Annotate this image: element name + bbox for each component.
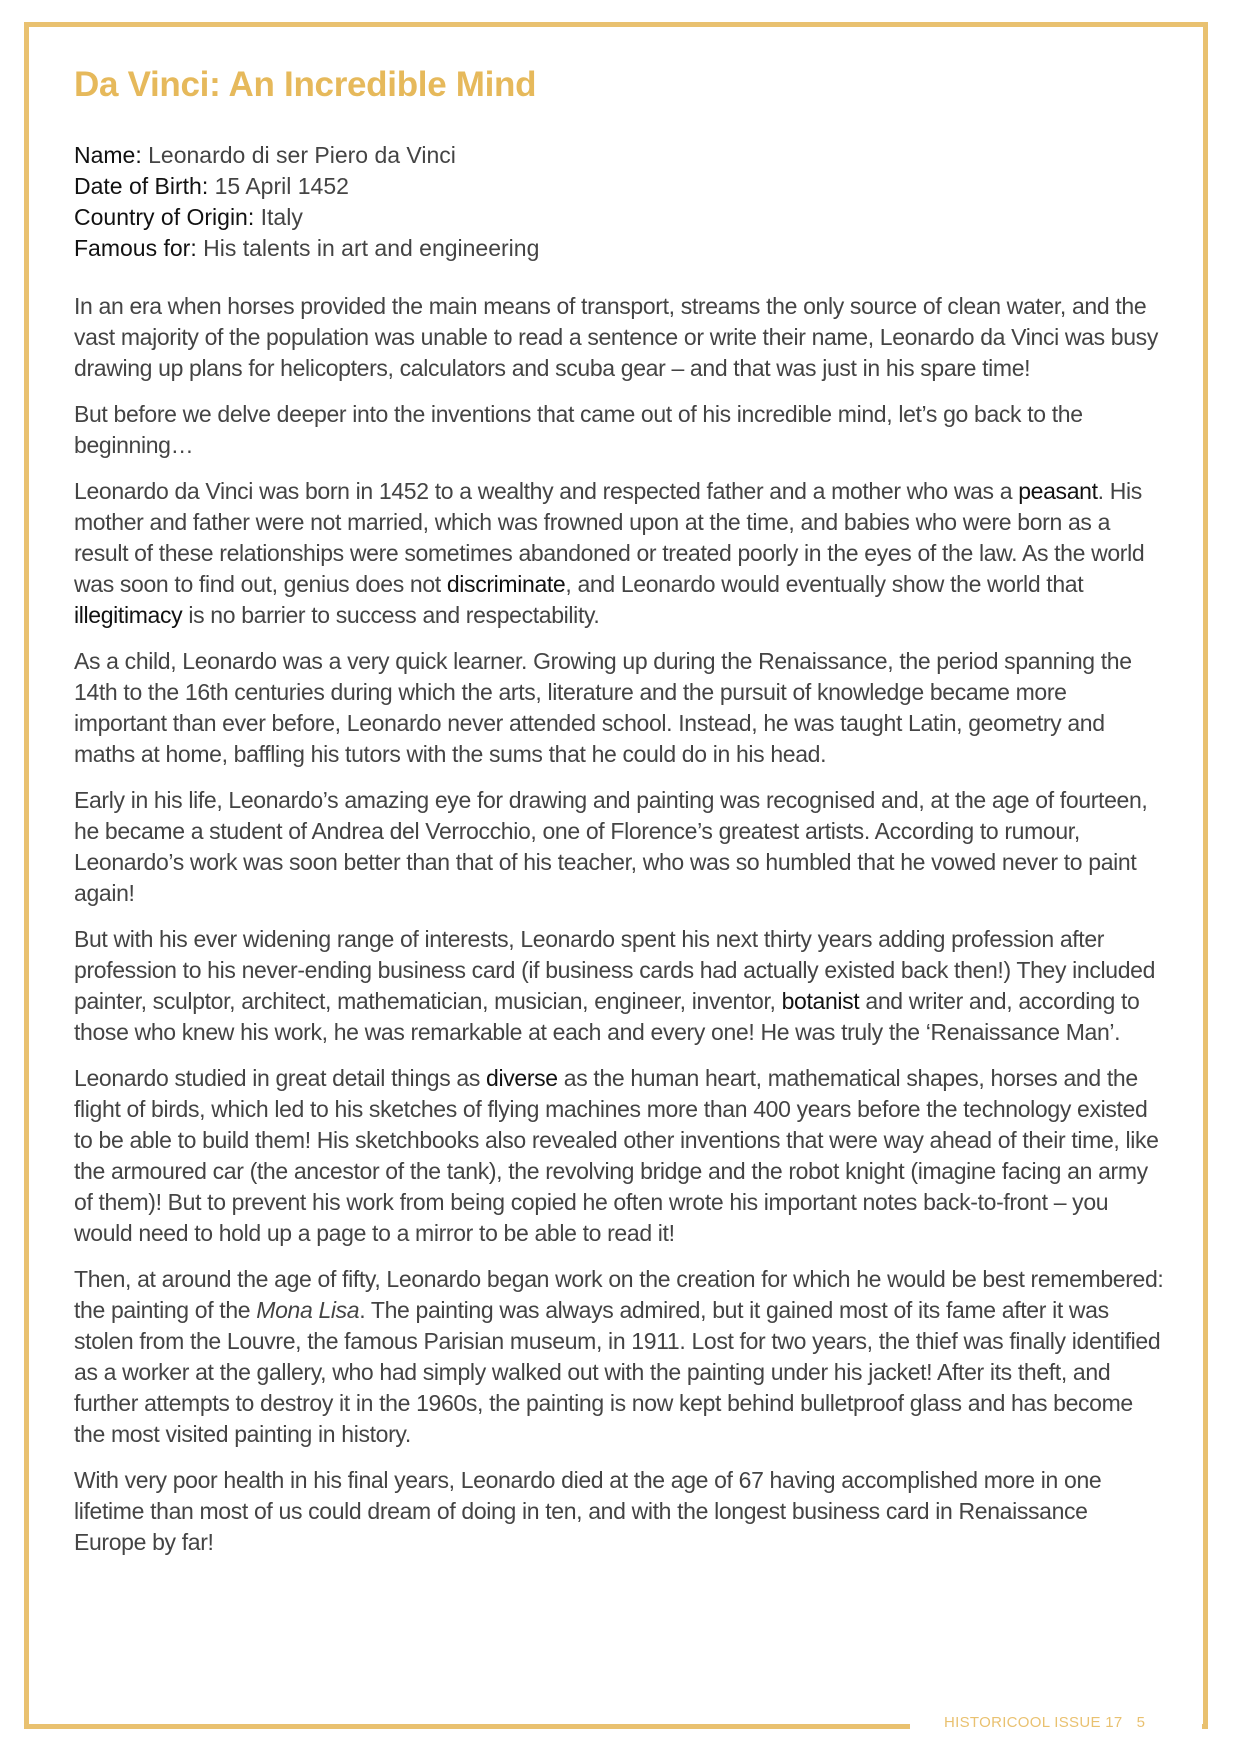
paragraph-early-life: Early in his life, Leonardo’s amazing eye for drawing and painting was recognised and, at the age of fourteen, he became a student of Andrea del Verrocchio, one of Florence’s greatest artists. According to rumour, Leonardo’s work was soon better than that of his teacher, who was so humbled that he vowed never to paint again! — [74, 787, 1148, 906]
paragraph-intro: In an era when horses provided the main means of transport, streams the only source of clean water, and the vast majority of the population was unable to read a sentence or write their name, Leonardo da Vinci was busy drawing up plans for helicopters, calculators and scuba gear – and that was just in his spare time! — [74, 293, 1158, 381]
issue-label: HISTORICOOL ISSUE 17 — [944, 1714, 1123, 1731]
fact-value: Italy — [260, 204, 303, 230]
text-run: . The painting was always admired, but it gained most of its fame after it was stolen from the Louvre, the famous Parisian museum, in 1911. Lost for two years, the thief was finally identified as a worker at the gallery, who had simply walked out with the painting under his jacket! After its theft, and further attempts to destroy it in the 1960s, the painting is now kept behind bulletproof glass and has become the most visited painting in history. — [74, 1297, 1161, 1447]
paragraph-mona-lisa — [74, 1264, 1164, 1450]
keyword-botanist: botanist — [781, 988, 860, 1014]
text-run: . His mother and father were not married, which was frowned upon at the time, and babies who were born as a result of these relationships were sometimes abandoned or treated poorly in the eyes of the law. As the world was soon to find out, genius does not — [74, 478, 1145, 597]
fact-value: 15 April 1452 — [214, 173, 349, 199]
paragraph-beginning: But before we delve deeper into the inventions that came out of his incredible mind, let’s go back to the beginning… — [74, 401, 1083, 458]
fact-label: Date of Birth: — [74, 173, 209, 199]
paragraph-childhood: As a child, Leonardo was a very quick learner. Growing up during the Renaissance, the period spanning the 14th to the 16th centuries during which the arts, literature and the pursuit of knowledge became more important than ever before, Leonardo never attended school. Instead, he was taught Latin, geometry and maths at home, baffling his tutors with the sums that he could do in his head. — [74, 648, 1132, 767]
fact-label: Name: — [74, 142, 142, 168]
fact-file — [74, 140, 1164, 264]
keyword-discriminate: discriminate — [446, 571, 566, 597]
paragraph-professions — [74, 924, 1164, 1048]
fact-value: His talents in art and engineering — [203, 235, 540, 261]
fact-label: Famous for: — [74, 235, 197, 261]
article-title: Da Vinci: An Incredible Mind — [74, 65, 537, 104]
fact-birth-date — [74, 171, 1164, 202]
keyword-peasant: peasant — [1018, 478, 1098, 504]
text-run: as the human heart, mathematical shapes, horses and the flight of birds, which led to his sketches of flying machines more than 400 years before the technology existed to be able to build them! His sketchbooks also revealed other inventions that were way ahead of their time, like the armoured car (the ancestor of the tank), the revolving bridge and the robot knight (imagine facing an army of them)! But to prevent his work from being copied he often wrote his important notes back-to-front – you would need to hold up a page to a mirror to be able to read it! — [74, 1065, 1159, 1246]
text-run: and writer and, according to those who knew his work, he was remarkable at each and every one! He was truly the ‘Renaissance Man’. — [74, 988, 1140, 1045]
fact-label: Country of Origin: — [74, 204, 255, 230]
text-run: Then, at around the age of fifty, Leonardo began work on the creation for which he would be best remembered: the painting of the — [74, 1266, 1164, 1323]
paragraph-death: With very poor health in his final years, Leonardo died at the age of 67 having accomplished more in one lifetime than most of us could dream of doing in ten, and with the longest business card in Renaissance Europe by far! — [74, 1467, 1102, 1555]
paragraph-birth — [74, 476, 1164, 631]
text-run: is no barrier to success and respectability. — [182, 602, 600, 628]
text-run: Leonardo studied in great detail things as — [74, 1065, 487, 1091]
keyword-illegitimacy: illegitimacy — [74, 602, 183, 628]
fact-value: Leonardo di ser Piero da Vinci — [148, 142, 456, 168]
text-run: Leonardo da Vinci was born in 1452 to a wealthy and respected father and a mother who was a — [74, 478, 1019, 504]
page-number: 5 — [1136, 1714, 1146, 1731]
text-run: , and Leonardo would eventually show the world that — [565, 571, 1084, 597]
keyword-diverse: diverse — [486, 1065, 558, 1091]
paragraph-studies — [74, 1063, 1164, 1249]
fact-famous-for — [74, 233, 1164, 264]
article — [74, 64, 1164, 1573]
text-run: But with his ever widening range of interests, Leonardo spent his next thirty years adding profession after profession to his never-ending business card (if business cards had actually existed back then!) They included painter, sculptor, architect, mathematician, musician, engineer, inventor, — [74, 926, 1156, 1014]
page-footer — [944, 1714, 1145, 1731]
fact-name — [74, 140, 1164, 171]
painting-title: Mona Lisa — [256, 1297, 360, 1323]
fact-country — [74, 202, 1164, 233]
